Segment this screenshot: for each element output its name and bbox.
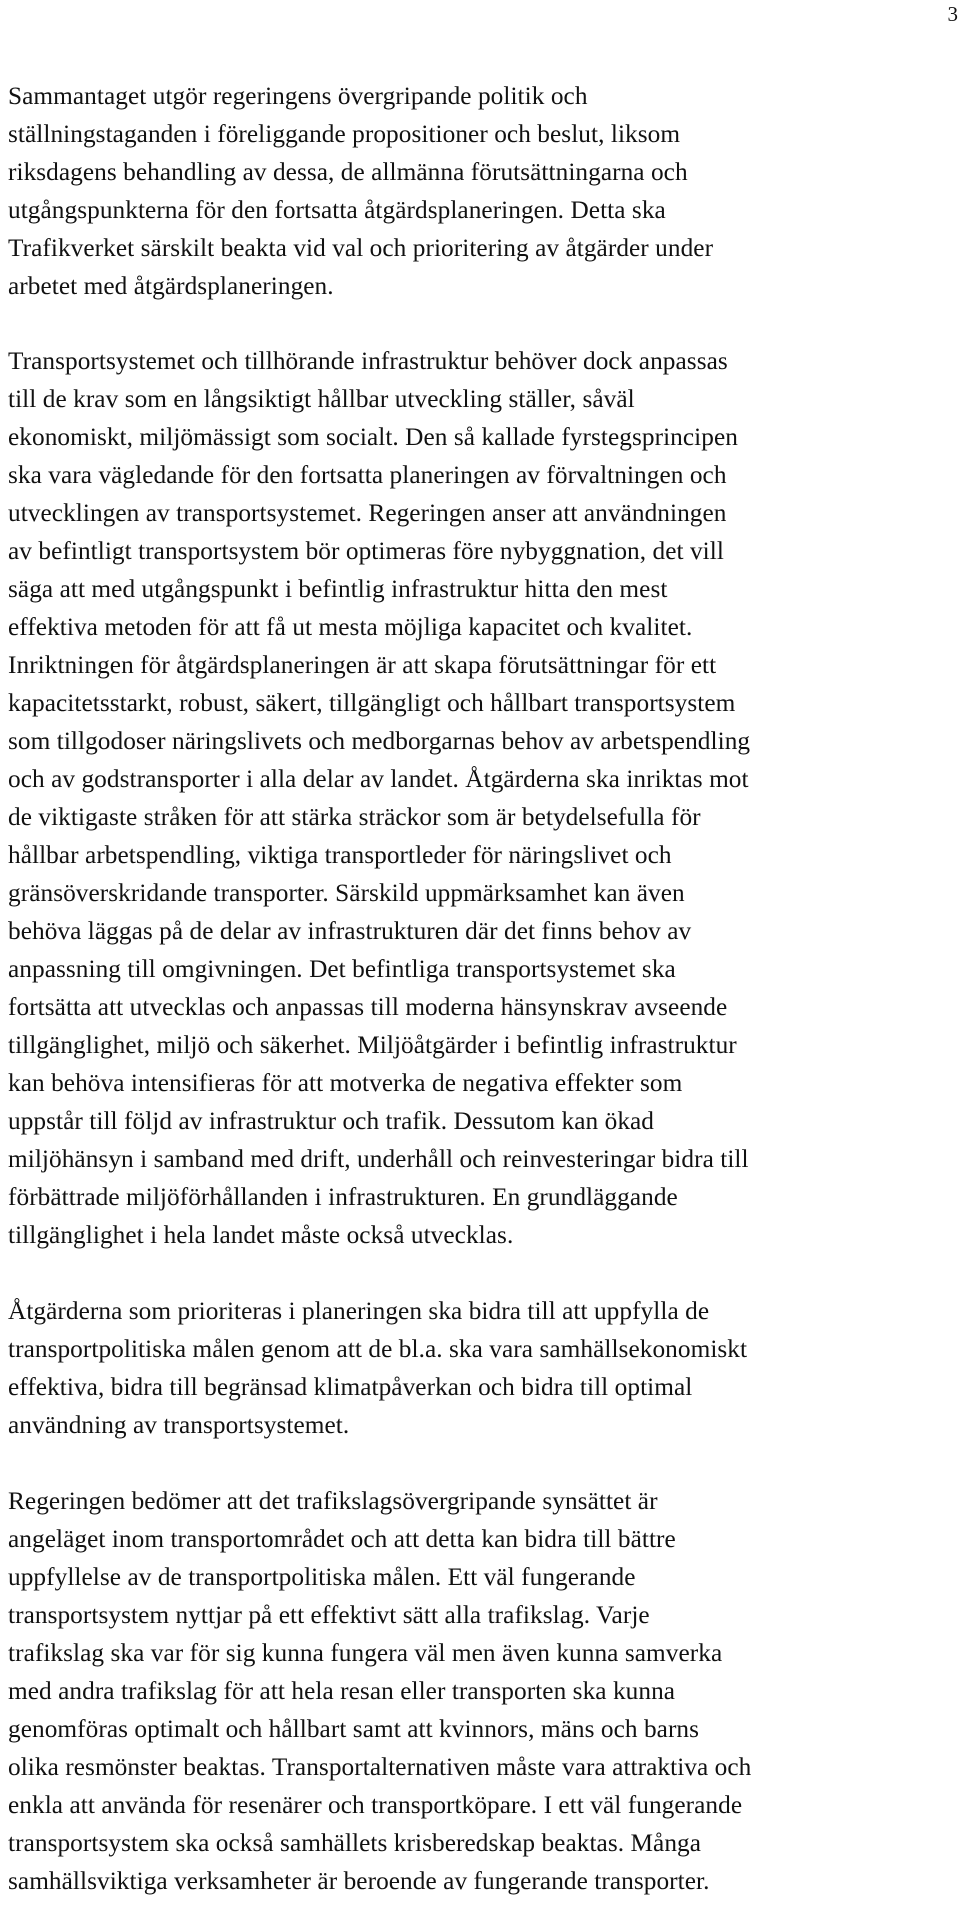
text-line: uppstår till följd av infrastruktur och trafik. Dessutom kan ökad <box>8 1107 655 1135</box>
text-line: ekonomiskt, miljömässigt som socialt. Den så kallade fyrstegsprincipen <box>8 423 738 451</box>
text-line: effektiva, bidra till begränsad klimatpåverkan och bidra till optimal <box>8 1373 693 1401</box>
text-line: transportsystem ska också samhällets krisberedskap beaktas. Många <box>8 1829 702 1857</box>
text-line: effektiva metoden för att få ut mesta möjliga kapacitet och kvalitet. <box>8 613 693 641</box>
text-line: angeläget inom transportområdet och att detta kan bidra till bättre <box>8 1525 676 1553</box>
text-line: och av godstransporter i alla delar av landet. Åtgärderna ska inriktas mot <box>8 765 749 793</box>
text-line: till de krav som en långsiktigt hållbar utveckling ställer, såväl <box>8 385 635 413</box>
text-line: med andra trafikslag för att hela resan eller transporten ska kunna <box>8 1677 676 1705</box>
text-line: Åtgärderna som prioriteras i planeringen ska bidra till att uppfylla de <box>8 1297 710 1325</box>
text-line: Regeringen bedömer att det trafikslagsövergripande synsättet är <box>8 1487 658 1515</box>
text-line: trafikslag ska var för sig kunna fungera väl men även kunna samverka <box>8 1639 723 1667</box>
text-line: behöva läggas på de delar av infrastrukturen där det finns behov av <box>8 917 692 945</box>
text-line: kan behöva intensifieras för att motverka de negativa effekter som <box>8 1069 683 1097</box>
text-line: hållbar arbetspendling, viktiga transportleder för näringslivet och <box>8 841 672 869</box>
text-line: arbetet med åtgärdsplaneringen. <box>8 272 334 300</box>
text-line: transportpolitiska målen genom att de bl.a. ska vara samhällsekonomiskt <box>8 1335 748 1363</box>
paragraph-1 <box>8 77 958 305</box>
text-line: ska vara vägledande för den fortsatta planeringen av förvaltningen och <box>8 461 727 489</box>
text-line: de viktigaste stråken för att stärka sträckor som är betydelsefulla för <box>8 803 701 831</box>
document-body <box>8 77 958 1900</box>
text-line: miljöhänsyn i samband med drift, underhåll och reinvesteringar bidra till <box>8 1145 749 1173</box>
text-line: utgångspunkterna för den fortsatta åtgärdsplaneringen. Detta ska <box>8 196 666 224</box>
text-line: Sammantaget utgör regeringens övergripande politik och <box>8 82 588 110</box>
text-line: ställningstaganden i föreliggande propositioner och beslut, liksom <box>8 120 681 148</box>
text-line: säga att med utgångspunkt i befintlig infrastruktur hitta den mest <box>8 575 668 603</box>
text-line: riksdagens behandling av dessa, de allmänna förutsättningarna och <box>8 158 688 186</box>
text-line: transportsystem nyttjar på ett effektivt sätt alla trafikslag. Varje <box>8 1601 650 1629</box>
text-line: användning av transportsystemet. <box>8 1411 350 1439</box>
text-line: tillgänglighet, miljö och säkerhet. Miljöåtgärder i befintlig infrastruktur <box>8 1031 737 1059</box>
text-line: samhällsviktiga verksamheter är beroende av fungerande transporter. <box>8 1867 710 1895</box>
text-line: olika resmönster beaktas. Transportalternativen måste vara attraktiva och <box>8 1753 752 1781</box>
paragraph-2 <box>8 342 958 1254</box>
paragraph-4 <box>8 1482 958 1900</box>
text-line: Trafikverket särskilt beakta vid val och prioritering av åtgärder under <box>8 234 714 262</box>
text-line: tillgänglighet i hela landet måste också utvecklas. <box>8 1221 514 1249</box>
text-line: förbättrade miljöförhållanden i infrastrukturen. En grundläggande <box>8 1183 678 1211</box>
text-line: anpassning till omgivningen. Det befintliga transportsystemet ska <box>8 955 676 983</box>
text-line: genomföras optimalt och hållbart samt att kvinnors, mäns och barns <box>8 1715 700 1743</box>
text-line: som tillgodoser näringslivets och medborgarnas behov av arbetspendling <box>8 727 751 755</box>
text-line: enkla att använda för resenärer och transportköpare. I ett väl fungerande <box>8 1791 743 1819</box>
text-line: uppfyllelse av de transportpolitiska målen. Ett väl fungerande <box>8 1563 636 1591</box>
text-line: Inriktningen för åtgärdsplaneringen är att skapa förutsättningar för ett <box>8 651 717 679</box>
text-line: gränsöverskridande transporter. Särskild uppmärksamhet kan även <box>8 879 685 907</box>
paragraph-3 <box>8 1292 958 1444</box>
text-line: utvecklingen av transportsystemet. Regeringen anser att användningen <box>8 499 727 527</box>
page-number: 3 <box>947 2 958 26</box>
text-line: av befintligt transportsystem bör optimeras före nybyggnation, det vill <box>8 537 724 565</box>
text-line: fortsätta att utvecklas och anpassas till moderna hänsynskrav avseende <box>8 993 728 1021</box>
text-line: Transportsystemet och tillhörande infrastruktur behöver dock anpassas <box>8 347 728 375</box>
text-line: kapacitetsstarkt, robust, säkert, tillgängligt och hållbart transportsystem <box>8 689 736 717</box>
